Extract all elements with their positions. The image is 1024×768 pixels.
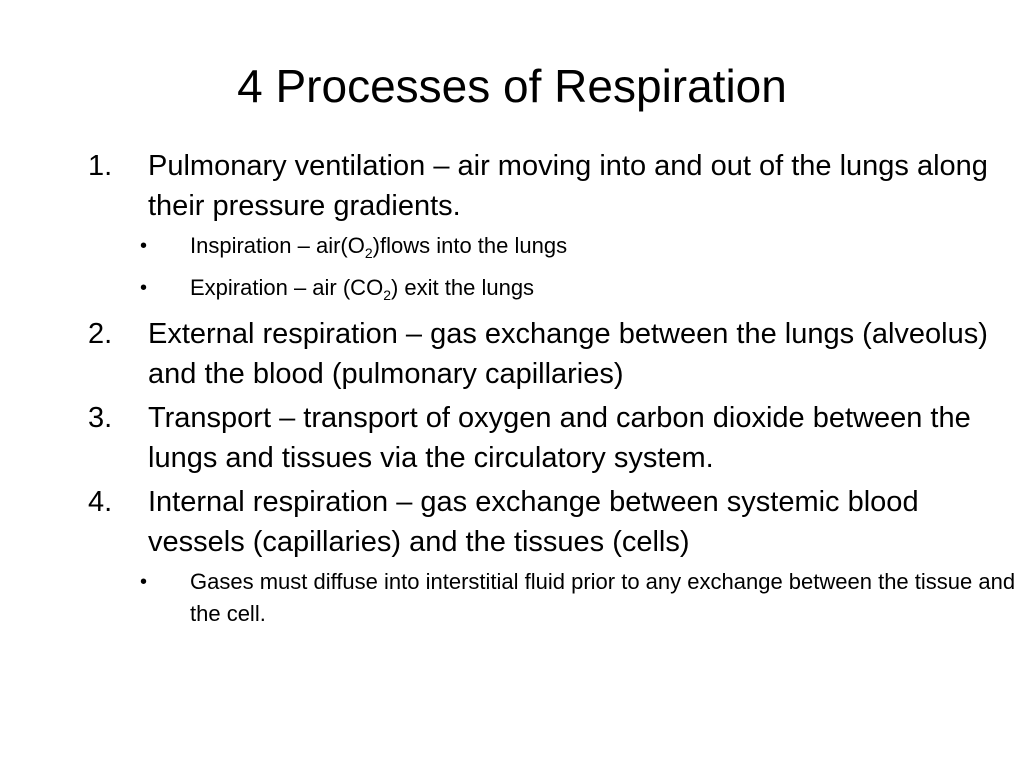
item-number: 1. bbox=[88, 150, 113, 182]
list-item-4 bbox=[88, 482, 1018, 562]
bullet-icon: • bbox=[140, 235, 148, 257]
sub-item-text-post: )flows into the lungs bbox=[372, 233, 568, 258]
item-text: Transport – transport of oxygen and carbon dioxide between the lungs and tissues via the circulatory system. bbox=[148, 402, 971, 474]
sub-item-text-pre: Expiration – air (CO bbox=[190, 275, 384, 300]
list-item-2 bbox=[88, 314, 1018, 394]
process-list bbox=[88, 146, 1018, 640]
bullet-icon: • bbox=[140, 277, 148, 299]
sub-item-expiration bbox=[88, 272, 1018, 304]
sub-item-gases bbox=[88, 566, 1018, 630]
bullet-icon: • bbox=[140, 571, 148, 593]
item-text: Internal respiration – gas exchange between systemic blood vessels (capillaries) and the tissues (cells) bbox=[148, 486, 919, 558]
item-number: 3. bbox=[88, 402, 113, 434]
subscript: 2 bbox=[364, 245, 373, 261]
sub-item-inspiration bbox=[88, 230, 1018, 262]
item-text: Pulmonary ventilation – air moving into and out of the lungs along their pressure gradients. bbox=[148, 150, 988, 222]
list-item-3 bbox=[88, 398, 1018, 478]
slide-title: 4 Processes of Respiration bbox=[237, 60, 787, 112]
item-text: External respiration – gas exchange between the lungs (alveolus) and the blood (pulmonary capillaries) bbox=[148, 318, 988, 390]
item-number: 4. bbox=[88, 486, 113, 518]
list-item-1 bbox=[88, 146, 1018, 226]
subscript: 2 bbox=[383, 287, 391, 303]
sub-item-text-pre: Gases must diffuse into interstitial fluid prior to any exchange between the tissue and the cell. bbox=[190, 569, 1016, 626]
sub-item-text-post: ) exit the lungs bbox=[390, 275, 535, 300]
item-number: 2. bbox=[88, 318, 113, 350]
sub-item-text-pre: Inspiration – air(O bbox=[190, 233, 365, 258]
